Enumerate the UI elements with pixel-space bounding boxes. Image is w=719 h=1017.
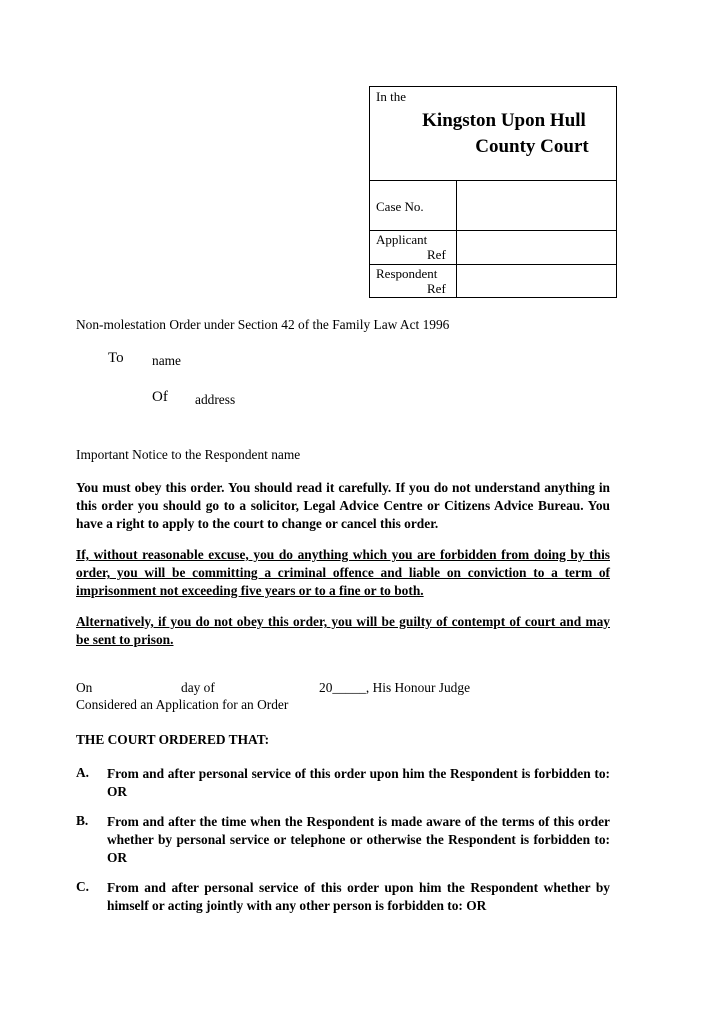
notice-paragraph-obey: You must obey this order. You should read it carefully. If you do not understand anything in this order you should go to a solicitor, Legal Advice Centre or Citizens Advice Bureau. You have a right to apply to the court to change or cancel this order. xyxy=(76,480,610,531)
case-no-field[interactable] xyxy=(457,181,616,230)
applicant-label: Applicant xyxy=(376,232,428,247)
court-header-box xyxy=(369,86,617,298)
hearing-day-of-label: day of xyxy=(181,680,215,695)
hearing-considered: Considered an Application for an Order xyxy=(76,697,289,712)
clause-a-mark: A. xyxy=(76,765,90,780)
to-label: To xyxy=(108,350,124,366)
clause-c-text: From and after personal service of this order upon him the Respondent whether by himself or acting jointly with any other person is forbidden to: OR xyxy=(107,880,610,913)
applicant-ref-field[interactable] xyxy=(457,231,616,264)
hearing-on-label: On xyxy=(76,680,93,695)
court-name-line2: County Court xyxy=(475,136,589,157)
respondent-address-field[interactable]: address xyxy=(195,392,236,407)
clause-b-text: From and after the time when the Respondent is made aware of the terms of this order whether by personal service or telephone or otherwise the Respondent is forbidden to: OR xyxy=(107,814,610,865)
respondent-label: Respondent xyxy=(376,266,438,281)
respondent-ref-field[interactable] xyxy=(457,265,616,297)
order-heading: Non-molestation Order under Section 42 of the Family Law Act 1996 xyxy=(76,317,450,332)
court-name-line1: Kingston Upon Hull xyxy=(422,110,586,131)
notice-paragraph-contempt: Alternatively, if you do not obey this order, you will be guilty of contempt of court and may be sent to prison. xyxy=(76,614,610,647)
notice-title: Important Notice to the Respondent name xyxy=(76,447,301,462)
respondent-name-field[interactable]: name xyxy=(152,353,181,368)
hearing-year-judge: 20_____, His Honour Judge xyxy=(319,680,471,695)
clause-a-text: From and after personal service of this order upon him the Respondent is forbidden to: OR xyxy=(107,766,610,799)
clause-b-mark: B. xyxy=(76,813,89,828)
respondent-ref-label: Ref xyxy=(427,281,446,296)
of-label: Of xyxy=(152,389,168,405)
applicant-ref-label: Ref xyxy=(427,247,446,262)
in-the-label: In the xyxy=(376,89,406,104)
notice-paragraph-offence: If, without reasonable excuse, you do anything which you are forbidden from doing by this order, you will be committing a criminal offence and liable on conviction to a term of imprisonment not exceeding five years or to a fine or to both. xyxy=(76,547,610,598)
court-ordered-heading: THE COURT ORDERED THAT: xyxy=(76,732,270,747)
clause-c-mark: C. xyxy=(76,879,90,894)
case-no-label: Case No. xyxy=(376,199,424,214)
